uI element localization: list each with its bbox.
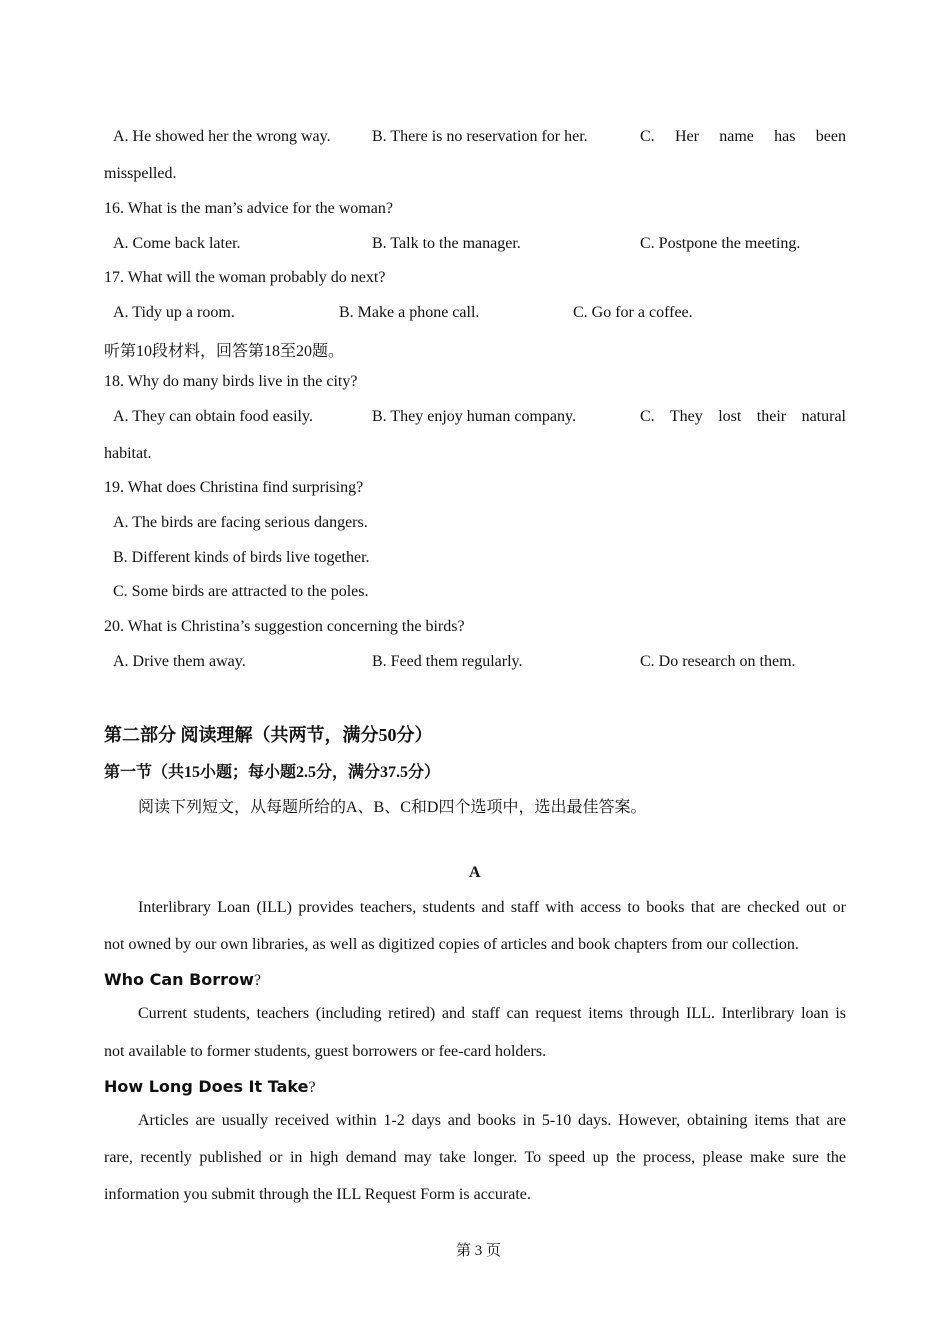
intro-line-2: not owned by our own libraries, as well as digitized copies of articles and book chapters from our collection. <box>104 936 799 953</box>
q20-option-b: B. Feed them regularly. <box>372 653 523 670</box>
q18-option-c-continued: habitat. <box>104 445 152 462</box>
q15-option-c: C. Her name has been <box>640 128 846 145</box>
q20-option-a: A. Drive them away. <box>113 653 246 670</box>
q19-stem: 19. What does Christina find surprising? <box>104 479 364 496</box>
how-long-heading <box>104 1077 316 1097</box>
how-long-text: How Long Does It Take <box>104 1077 309 1096</box>
q19-option-b: B. Different kinds of birds live together. <box>113 549 370 566</box>
borrow-line-1: Current students, teachers (including retired) and staff can request items through ILL. Interlibrary loan is <box>138 1005 846 1022</box>
q16-option-b: B. Talk to the manager. <box>372 235 521 252</box>
q16-option-a: A. Come back later. <box>113 235 241 252</box>
how-long-qmark: ? <box>308 1079 316 1096</box>
who-can-borrow-qmark: ? <box>253 972 261 989</box>
q15-option-a: A. He showed her the wrong way. <box>113 128 331 145</box>
q17-option-a: A. Tidy up a room. <box>113 304 235 321</box>
q15-option-b: B. There is no reservation for her. <box>372 128 588 145</box>
borrow-line-2: not available to former students, guest borrowers or fee-card holders. <box>104 1043 547 1060</box>
time-line-3: information you submit through the ILL Request Form is accurate. <box>104 1186 531 1203</box>
who-can-borrow-heading <box>104 970 261 990</box>
q17-option-c: C. Go for a coffee. <box>573 304 693 321</box>
passage-label: A <box>469 864 481 881</box>
time-line-2: rare, recently published or in high demand may take longer. To speed up the process, please make sure the <box>104 1149 846 1166</box>
time-line-1: Articles are usually received within 1-2 days and books in 5-10 days. However, obtaining items that are <box>138 1112 846 1129</box>
q16-option-c: C. Postpone the meeting. <box>640 235 801 252</box>
reading-instruction: 阅读下列短文，从每题所给的A、B、C和D四个选项中，选出最佳答案。 <box>138 799 647 816</box>
q18-option-a: A. They can obtain food easily. <box>113 408 313 425</box>
part2-title: 第二部分 阅读理解（共两节，满分50分） <box>104 725 433 745</box>
q16-stem: 16. What is the man’s advice for the woman? <box>104 200 393 217</box>
q19-option-a: A. The birds are facing serious dangers. <box>113 514 368 531</box>
q20-option-c: C. Do research on them. <box>640 653 796 670</box>
passage10-instruction: 听第10段材料，回答第18至20题。 <box>104 343 345 360</box>
q15-option-c-continued: misspelled. <box>104 165 177 182</box>
q17-option-b: B. Make a phone call. <box>339 304 480 321</box>
who-can-borrow-text: Who Can Borrow <box>104 970 254 989</box>
q17-stem: 17. What will the woman probably do next? <box>104 269 386 286</box>
q18-option-b: B. They enjoy human company. <box>372 408 576 425</box>
section1-title: 第一节（共15小题；每小题2.5分，满分37.5分） <box>104 764 441 781</box>
intro-line-1: Interlibrary Loan (ILL) provides teachers, students and staff with access to books that are checked out or <box>138 899 846 916</box>
q18-option-c: C. They lost their natural <box>640 408 846 425</box>
q20-stem: 20. What is Christina’s suggestion concerning the birds? <box>104 618 465 635</box>
page-number: 第 3 页 <box>456 1243 502 1259</box>
q18-stem: 18. Why do many birds live in the city? <box>104 373 358 390</box>
q19-option-c: C. Some birds are attracted to the poles. <box>113 583 369 600</box>
